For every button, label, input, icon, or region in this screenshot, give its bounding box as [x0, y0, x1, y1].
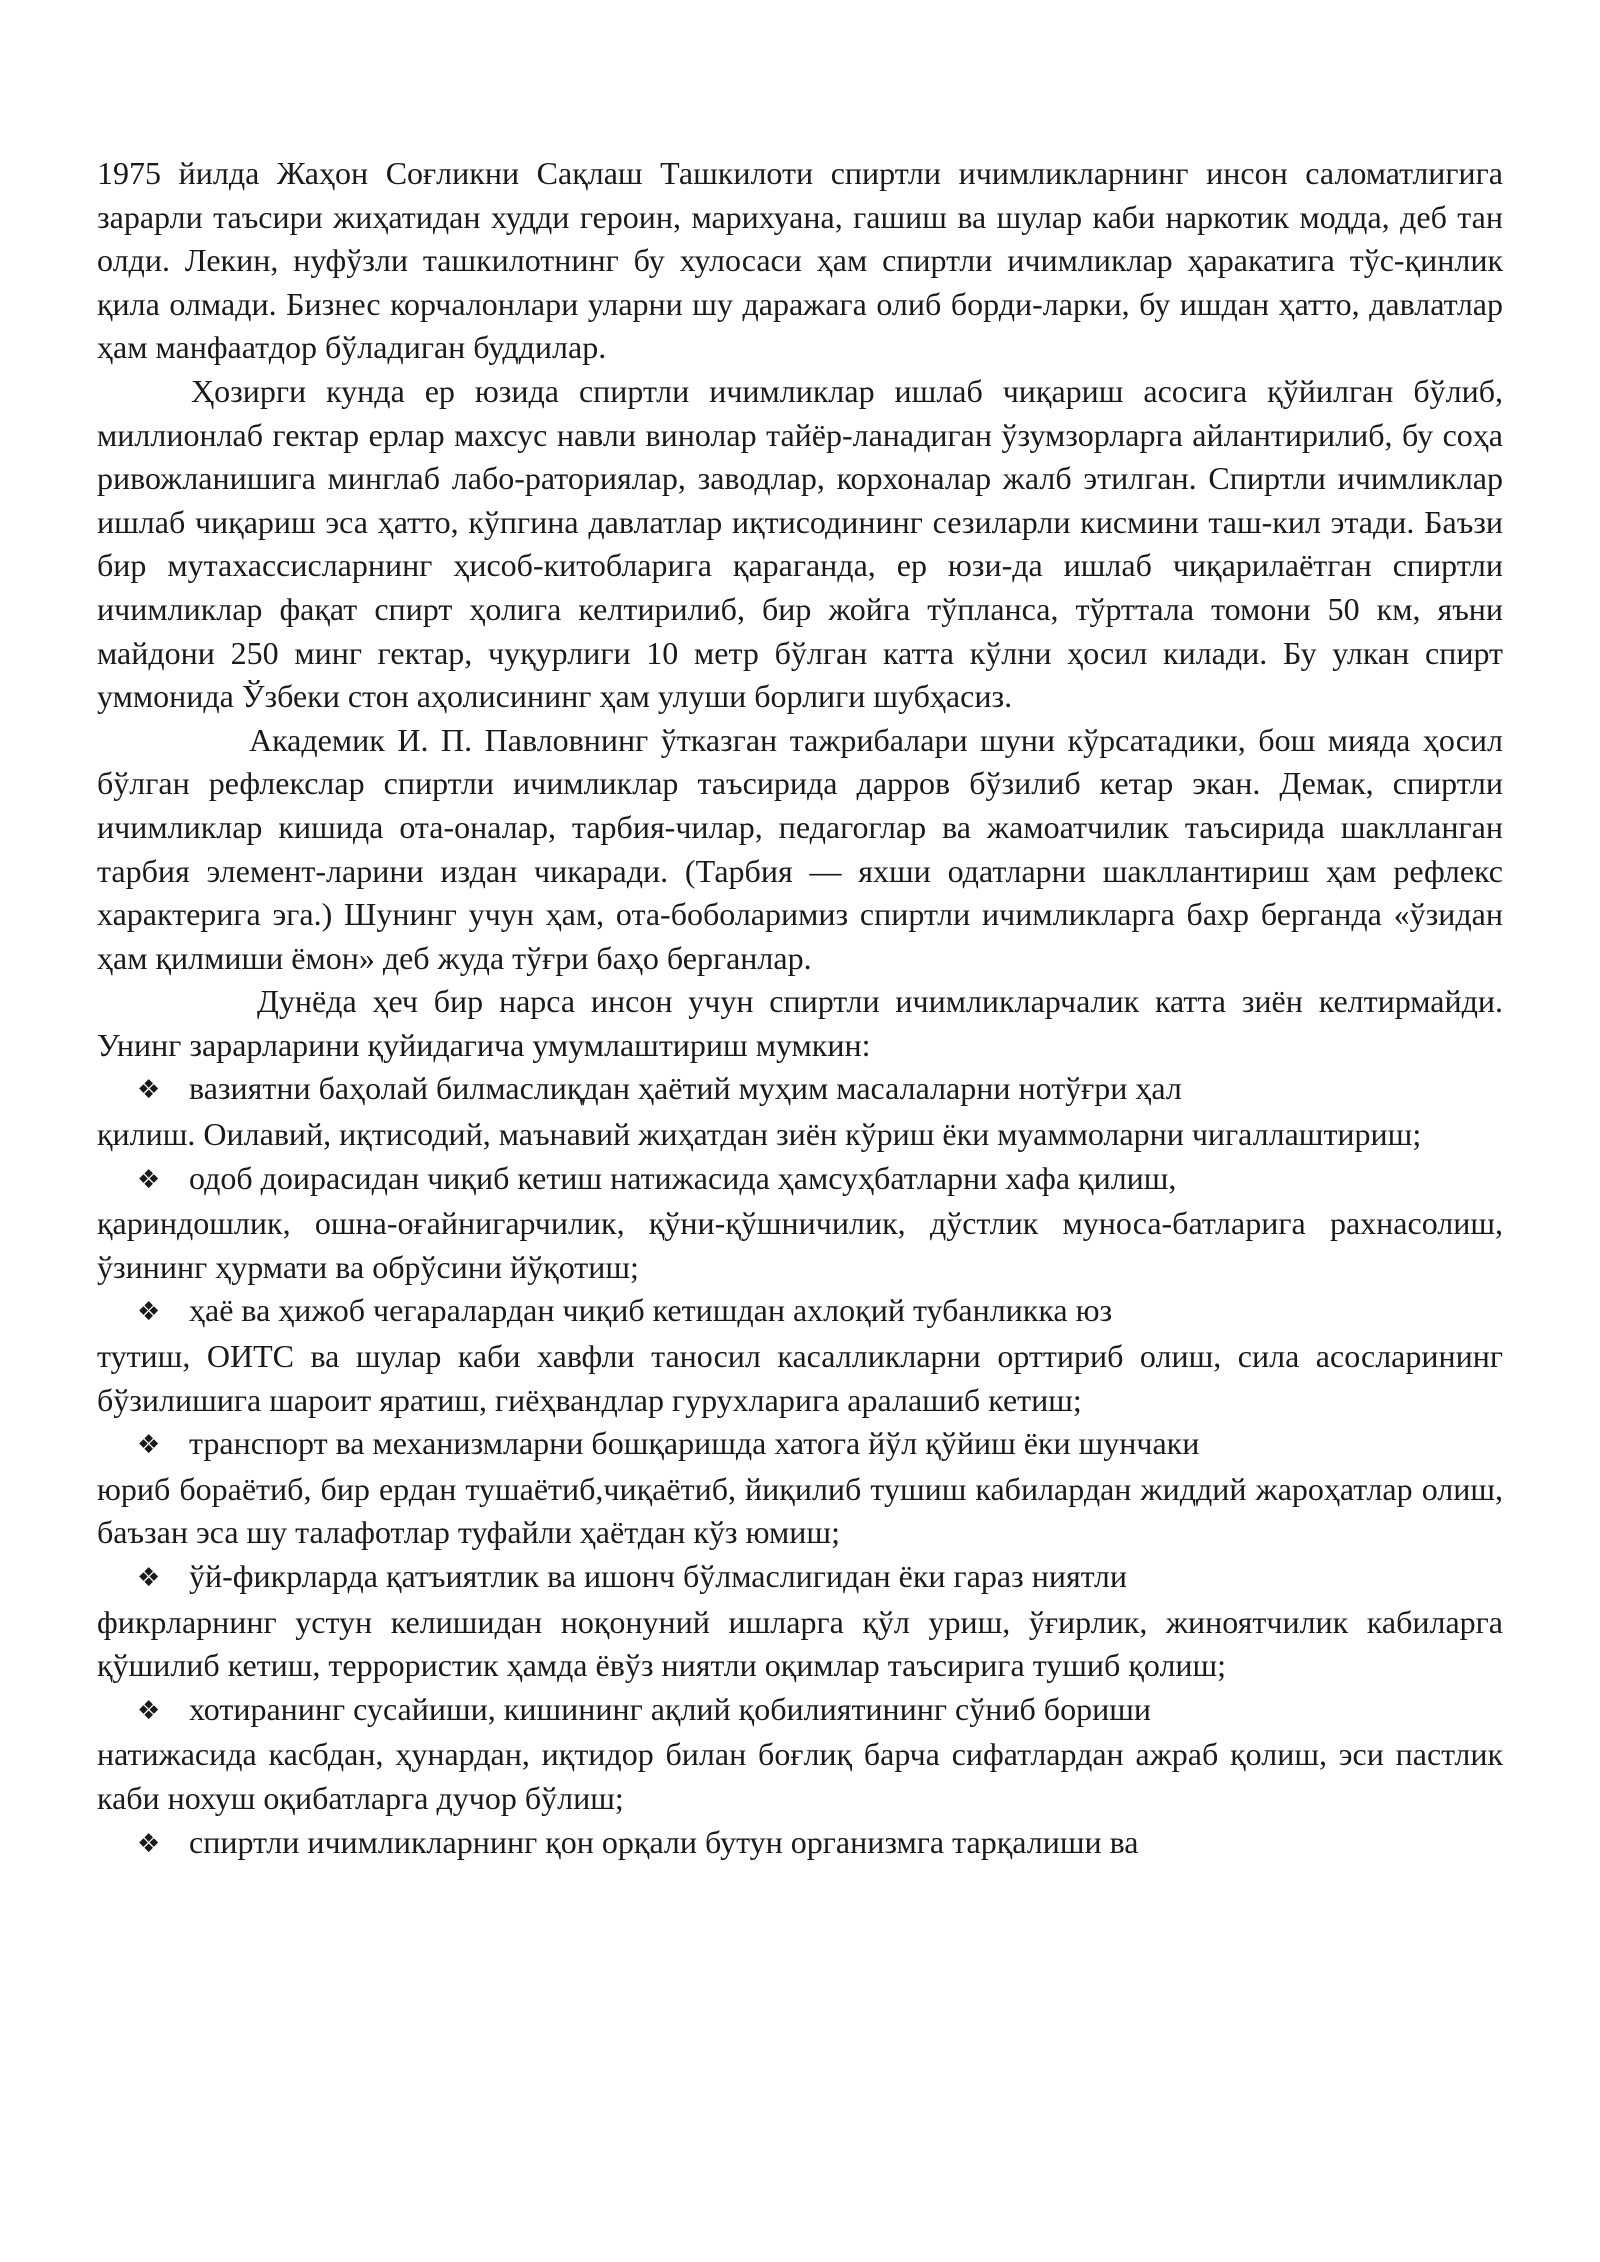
bullet-text-rest: қариндошлик, ошна-оғайнигарчилик, қўни-қўшничилик, дўстлик муноса-батларига рахнасолиш, ўзининг ҳурмати ва обрўсини йўқотиш;	[97, 1205, 1503, 1285]
bullet-first-line	[97, 1821, 1503, 1867]
diamond-bullet-icon: ❖	[137, 1828, 161, 1859]
diamond-bullet-icon: ❖	[137, 1297, 161, 1328]
bullet-text-start: спиртли ичимликларнинг қон орқали бутун организмга тарқалиши ва	[189, 1823, 1139, 1860]
bullet-text-rest: фикрларнинг устун келишидан ноқонуний ишларга қўл уриш, ўғирлик, жиноятчилик кабиларга қўшилиб кетиш, террористик ҳамда ёвўз ниятли оқимлар таъсирига тушиб қолиш;	[97, 1603, 1503, 1684]
bullet-item-5	[97, 1555, 1503, 1688]
bullet-item-4	[97, 1422, 1503, 1555]
bullet-text-start: вазиятни баҳолай билмаслиқдан ҳаётий муҳим масалаларни нотўғри ҳал	[189, 1070, 1182, 1107]
bullet-text-rest: қилиш. Оилавий, иқтисодий, маънавий жиҳатдан зиён кўриш ёки муаммоларни чигаллаштириш;	[97, 1116, 1422, 1153]
paragraph-3: Академик И. П. Павловнинг ўтказган тажрибалари шуни кўрсатадики, бош мияда ҳосил бўлган рефлекслар спиртли ичимликлар таъсирида дарров бўзилиб кетар экан. Демак, спиртли ичимликлар кишида ота-оналар, тарбия-чилар, педагоглар ва жамоатчилик таъсирида шаклланган тарбия элемент-ларини издан чикаради. (Тарбия — яхши одатларни шакллантириш ҳам рефлекс характерига эга.) Шунинг учун ҳам, ота-боболаримиз спиртли ичимликларга бахр берганда «ўзидан ҳам қилмиши ёмон» деб жуда тўғри баҳо берганлар.	[97, 721, 1503, 976]
bullet-first-line	[97, 1289, 1503, 1335]
bullet-text-start: ҳаё ва ҳижоб чегаралардан чиқиб кетишдан ахлоқий тубанликка юз	[189, 1292, 1113, 1329]
bullet-first-line	[97, 1688, 1503, 1734]
bullet-text-start: ўй-фикрларда қатъиятлик ва ишонч бўлмаслигидан ёки гараз ниятли	[189, 1558, 1127, 1594]
bullet-text-start: одоб доирасидан чиқиб кетиш натижасида ҳамсуҳбатларни хафа қилиш,	[189, 1159, 1177, 1196]
paragraph-1: 1975 йилда Жаҳон Соғликни Сақлаш Ташкилоти спиртли ичимликларнинг инсон саломатлигига зарарли таъсири жиҳатидан худди героин, марихуана, гашиш ва шулар каби наркотик модда, деб тан олди. Лекин, нуфўзли ташкилотнинг бу хулосаси ҳам спиртли ичимликлар ҳаракатига тўс-қинлик қила олмади. Бизнес корчалонлари уларни шу даражага олиб борди-ларки, бу ишдан ҳатто, давлатлар ҳам манфаатдор бўладиган буддилар.	[97, 155, 1503, 366]
diamond-bullet-icon: ❖	[137, 1563, 161, 1593]
bullet-item-1	[97, 1067, 1503, 1156]
bullet-first-line	[97, 1422, 1503, 1468]
diamond-bullet-icon: ❖	[137, 1164, 161, 1195]
bullet-item-2	[97, 1157, 1503, 1290]
bullet-text-start: транспорт ва механизмларни бошқаришда хатога йўл қўйиш ёки шунчаки	[189, 1425, 1200, 1462]
bullet-item-3	[97, 1289, 1503, 1422]
bullet-item-7	[97, 1821, 1503, 1867]
diamond-bullet-icon: ❖	[137, 1075, 161, 1106]
bullet-first-line	[97, 1157, 1503, 1203]
bullet-text-start: хотиранинг сусайиши, кишининг ақлий қобилиятининг сўниб бориши	[189, 1690, 1151, 1727]
bullet-item-6	[97, 1688, 1503, 1821]
bullet-text-rest: натижасида касбдан, ҳунардан, иқтидор билан боғлиқ барча сифатлардан ажраб қолиш, эси пастлик каби нохуш оқибатларга дучор бўлиш;	[97, 1736, 1503, 1816]
bullet-first-line	[97, 1067, 1503, 1113]
diamond-bullet-icon: ❖	[137, 1695, 161, 1726]
paragraph-4: Дунёда ҳеч бир нарса инсон учун спиртли ичимликларчалик катта зиён келтирмайди. Унинг зарарларини қуйидагича умумлаштириш мумкин:	[97, 983, 1503, 1063]
diamond-bullet-icon: ❖	[137, 1430, 161, 1461]
bullet-text-rest: юриб бораётиб, бир ердан тушаётиб,чиқаётиб, йиқилиб тушиш кабилардан жиддий жароҳатлар олиш, баъзан эса шу талафотлар туфайли ҳаётдан кўз юмиш;	[97, 1470, 1503, 1551]
bullet-first-line	[97, 1555, 1503, 1601]
document-page	[97, 152, 1503, 1866]
bullet-text-rest: тутиш, ОИТС ва шулар каби хавфли таносил касалликларни орттириб олиш, сила асосларининг бўзилишига шароит яратиш, гиёҳвандлар гурухларига аралашиб кетиш;	[97, 1338, 1503, 1418]
paragraph-2: Ҳозирги кунда ер юзида спиртли ичимликлар ишлаб чиқариш асосига қўйилган бўлиб, миллионлаб гектар ерлар махсус навли винолар тайёр-ланадиган ўзумзорларга айлантирилиб, бу соҳа ривожланишига минглаб лабо-раториялар, заводлар, корхоналар жалб этилган. Спиртли ичимликлар ишлаб чиқариш эса ҳатто, кўпгина давлатлар иқтисодининг сезиларли кисмини таш-кил этади. Баъзи бир мутахассисларнинг ҳисоб-китобларига қараганда, ер юзи-да ишлаб чиқарилаётган спиртли ичимликлар фақат спирт ҳолига келтирилиб, бир жойга тўпланса, тўрттала томони 50 км, яъни майдони 250 минг гектар, чуқурлиги 10 метр бўлган катта кўлни ҳосил килади. Бу улкан спирт уммонида Ўзбеки стон аҳолисининг ҳам улуши борлиги шубҳасиз.	[97, 372, 1503, 715]
